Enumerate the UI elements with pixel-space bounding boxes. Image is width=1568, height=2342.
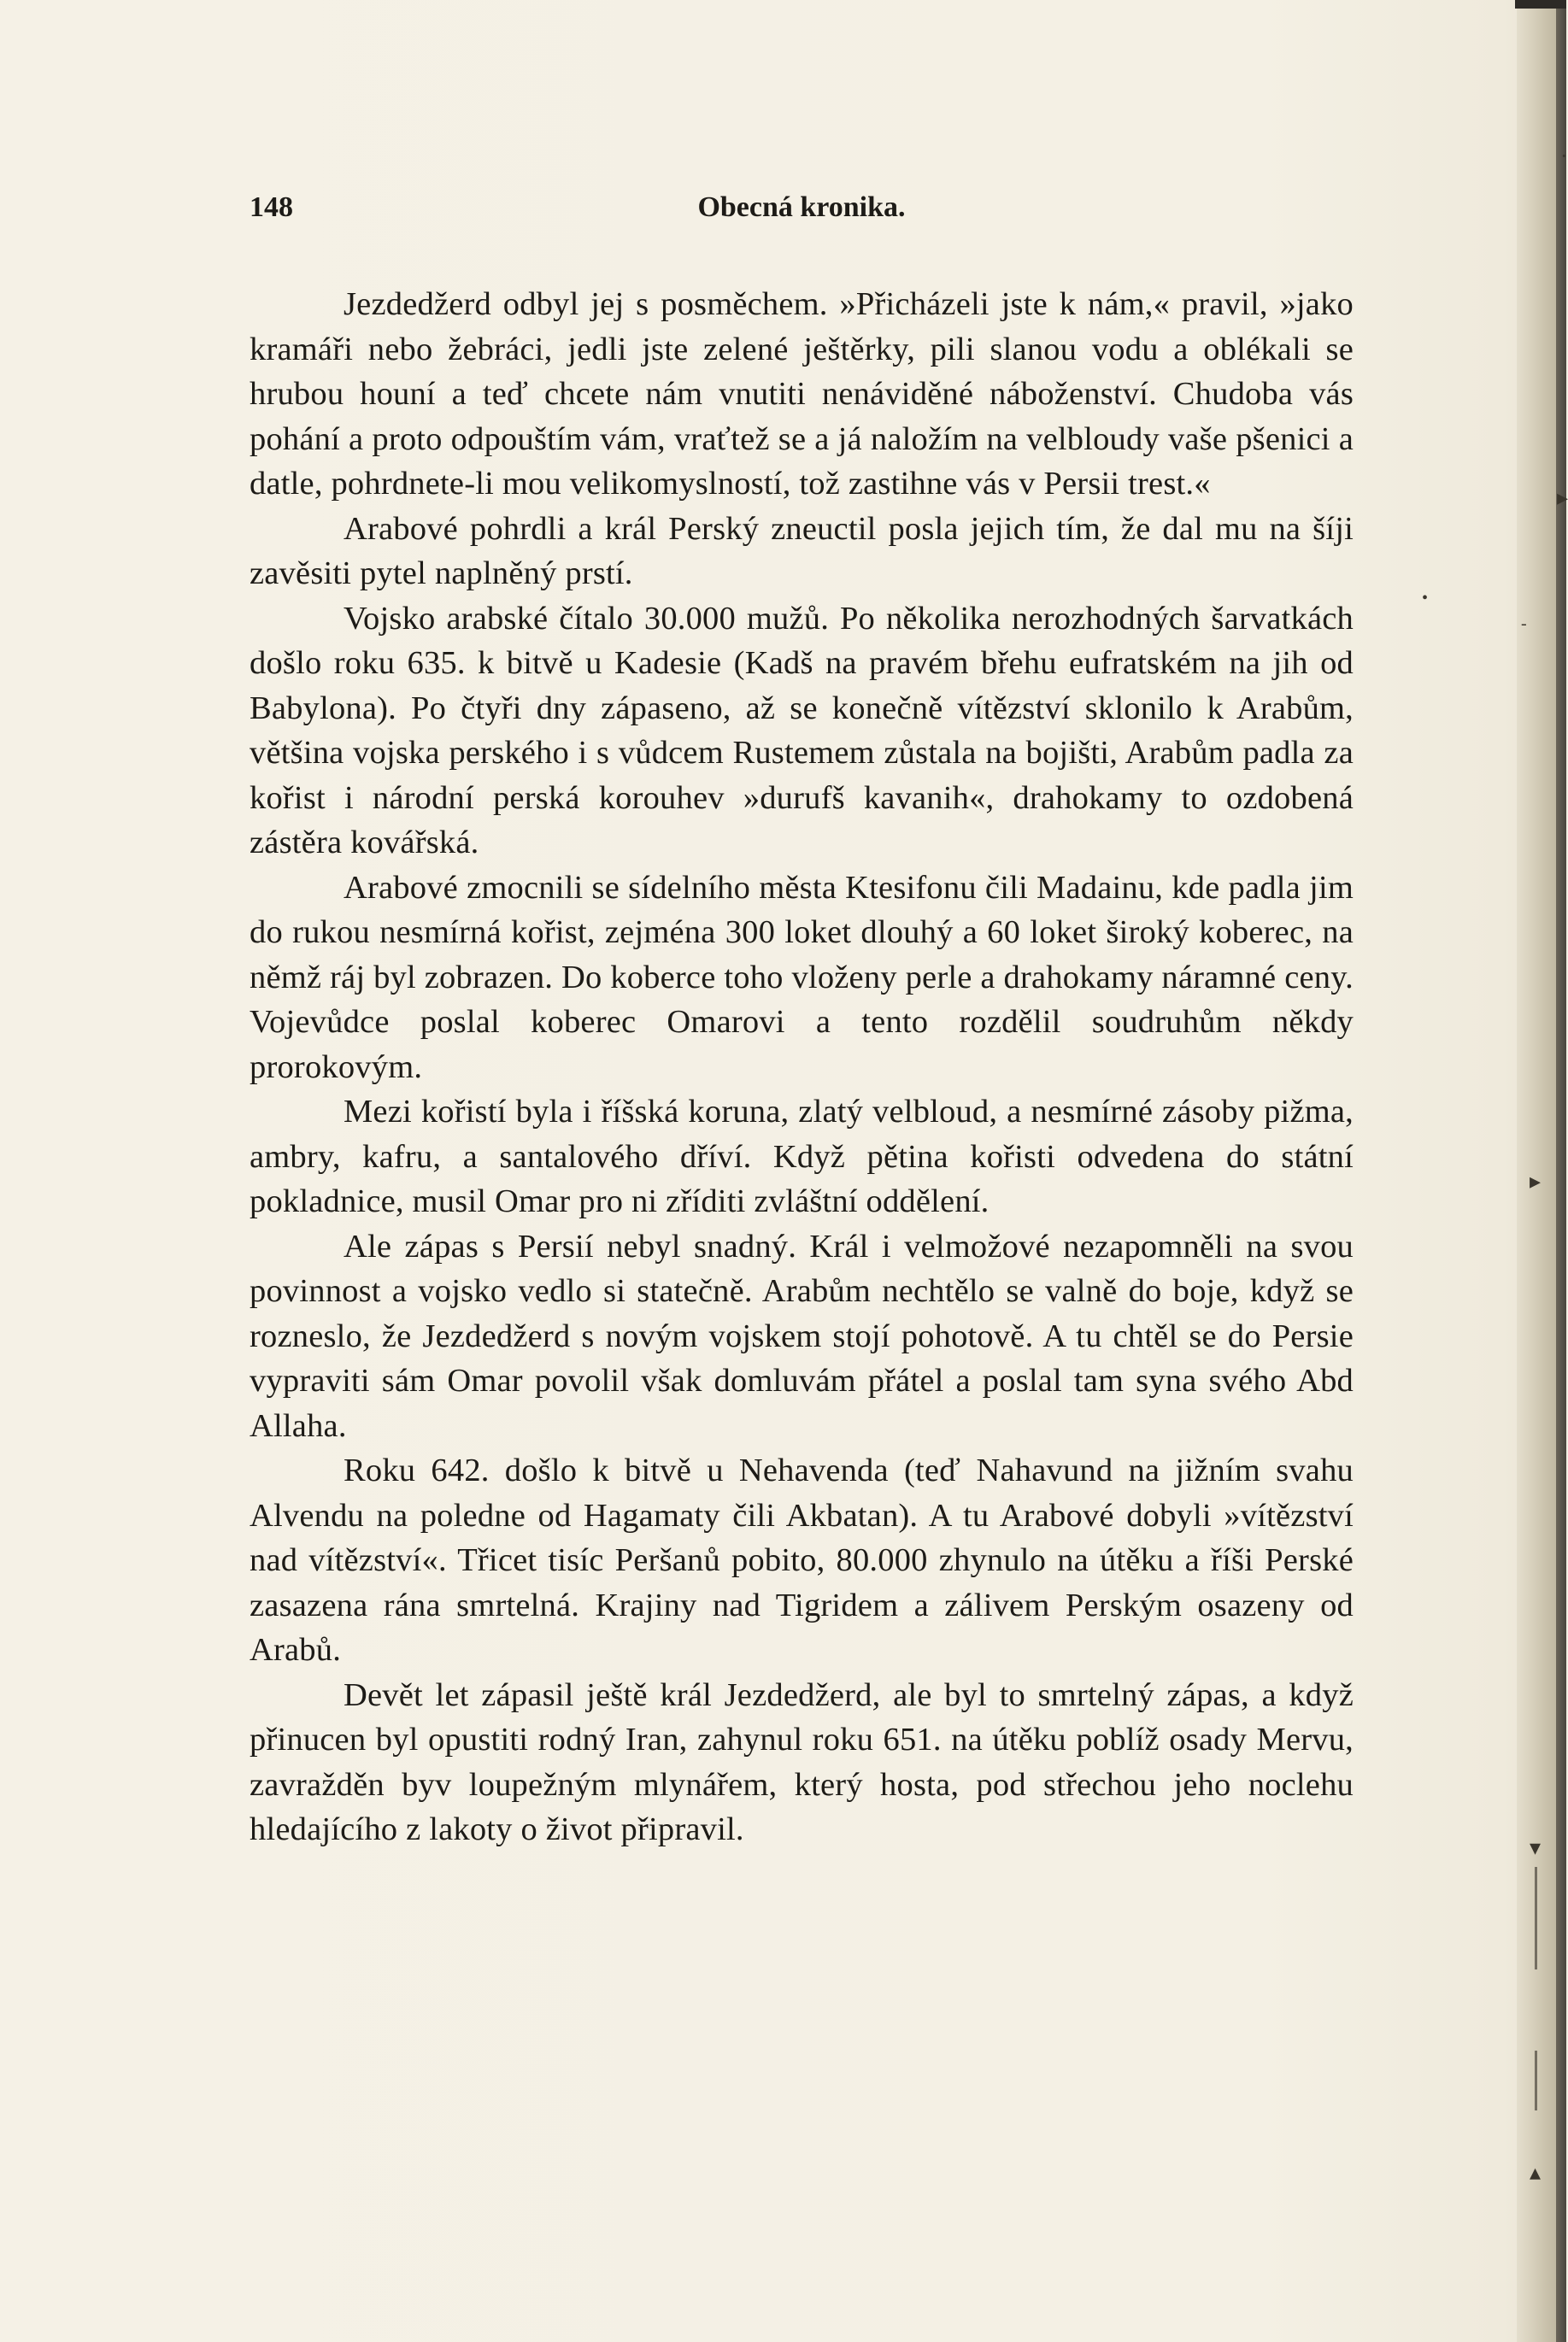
page-header: [250, 191, 1354, 234]
margin-dash-mark: -: [1521, 614, 1527, 633]
paragraph: Ale zápas s Persií nebyl snadný. Král i velmožové nezapomněli na svou povinnost a vojsko vedlo si statečně. Arabům nechtělo se valně do boje, když se rozneslo, že Jezdedžerd s novým vojskem stojí pohotově. A tu chtěl se do Persie vypraviti sám Omar povolil však domluvám přátel a poslal tam syna svého Abd Allaha.: [250, 1228, 1354, 1444]
margin-arrow-mark-2: ▸: [1530, 1169, 1542, 1194]
margin-arrow-mark: ▸: [1557, 485, 1568, 510]
running-title: Obecná kronika.: [697, 191, 906, 223]
paragraph: Vojsko arabské čítalo 30.000 mužů. Po několika nerozhodných šarvatkách došlo roku 635. k bitvě u Kadesie (Kadš na pravém břehu eufratském na jih od Babylona). Po čtyři dny zápaseno, až se konečně vítězství sklonilo k Arabům, většina vojska perského i s vůdcem Rustemem zůstala na bojišti, Arabům padla za kořist i národní perská korouhev »durufš kavanih«, drahokamy to ozdobená zástěra kovářská.: [250, 600, 1354, 860]
margin-arrow-mark-4: ▴: [1530, 2160, 1542, 2185]
paragraph: Jezdedžerd odbyl jej s posměchem. »Přicházeli jste k nám,« pravil, »jako kramáři nebo žebráci, jedli jste zelené ještěrky, pili slanou vodu a oblékali se hrubou houní a teď chcete nám vnutiti nenáviděné náboženství. Chudoba vás pohání a proto odpouštím vám, vraťtež se a já naložím na velbloudy vaše pšenici a datle, pohrdnete-li mou velikomyslností, tož zastihne vás v Persii trest.«: [250, 286, 1354, 502]
margin-rule: [1535, 1867, 1537, 1969]
corner-edge: [1515, 0, 1566, 9]
paragraph: Devět let zápasil ještě král Jezdedžerd, ale byl to smrtelný zápas, a když přinucen byl opustiti rodný Iran, zahynul roku 651. na útěku poblíž osady Mervu, zavražděn byv loupežným mlynářem, který hosta, pod střechou jeho noclehu hledajícího z lakoty o život připravil.: [250, 1676, 1354, 1847]
paragraph: Arabové zmocnili se sídelního města Ktesifonu čili Madainu, kde padla jim do rukou nesmírná kořist, zejména 300 loket dlouhý a 60 loket široký koberec, na němž ráj byl zobrazen. Do koberce toho vloženy perle a drahokamy náramné ceny. Vojevůdce poslal koberec Omarovi a tento rozdělil soudruhům někdy prorokovým.: [250, 869, 1354, 1085]
margin-dot-mark: ·: [1560, 144, 1568, 168]
margin-bullet-mark: •: [1422, 589, 1429, 608]
page-number: 148: [250, 191, 293, 223]
paragraph: Mezi kořistí byla i říšská koruna, zlatý velbloud, a nesmírné zásoby pižma, ambry, kafru, a santalového dříví. Když pětina kořisti odvedena do státní pokladnice, musil Omar pro ni zříditi zvláštní oddělení.: [250, 1094, 1354, 1219]
paragraph: Arabové pohrdli a král Perský zneuctil posla jejich tím, že dal mu na šíji zavěsiti pytel naplněný prstí.: [250, 510, 1354, 591]
margin-rule-2: [1535, 2051, 1537, 2110]
body-text: [250, 282, 1354, 1852]
margin-arrow-mark-3: ▾: [1530, 1835, 1542, 1860]
binding-edge: [1556, 0, 1566, 2342]
paragraph: Roku 642. došlo k bitvě u Nehavenda (teď Nahavund na jižním svahu Alvendu na poledne od Hagamaty čili Akbatan). A tu Arabové dobyli »vítězství nad vítězství«. Třicet tisíc Peršanů pobito, 80.000 zhynulo na útěku a říši Perské zasazena rána smrtelná. Krajiny nad Tigridem a zálivem Perským osazeny od Arabů.: [250, 1453, 1354, 1668]
